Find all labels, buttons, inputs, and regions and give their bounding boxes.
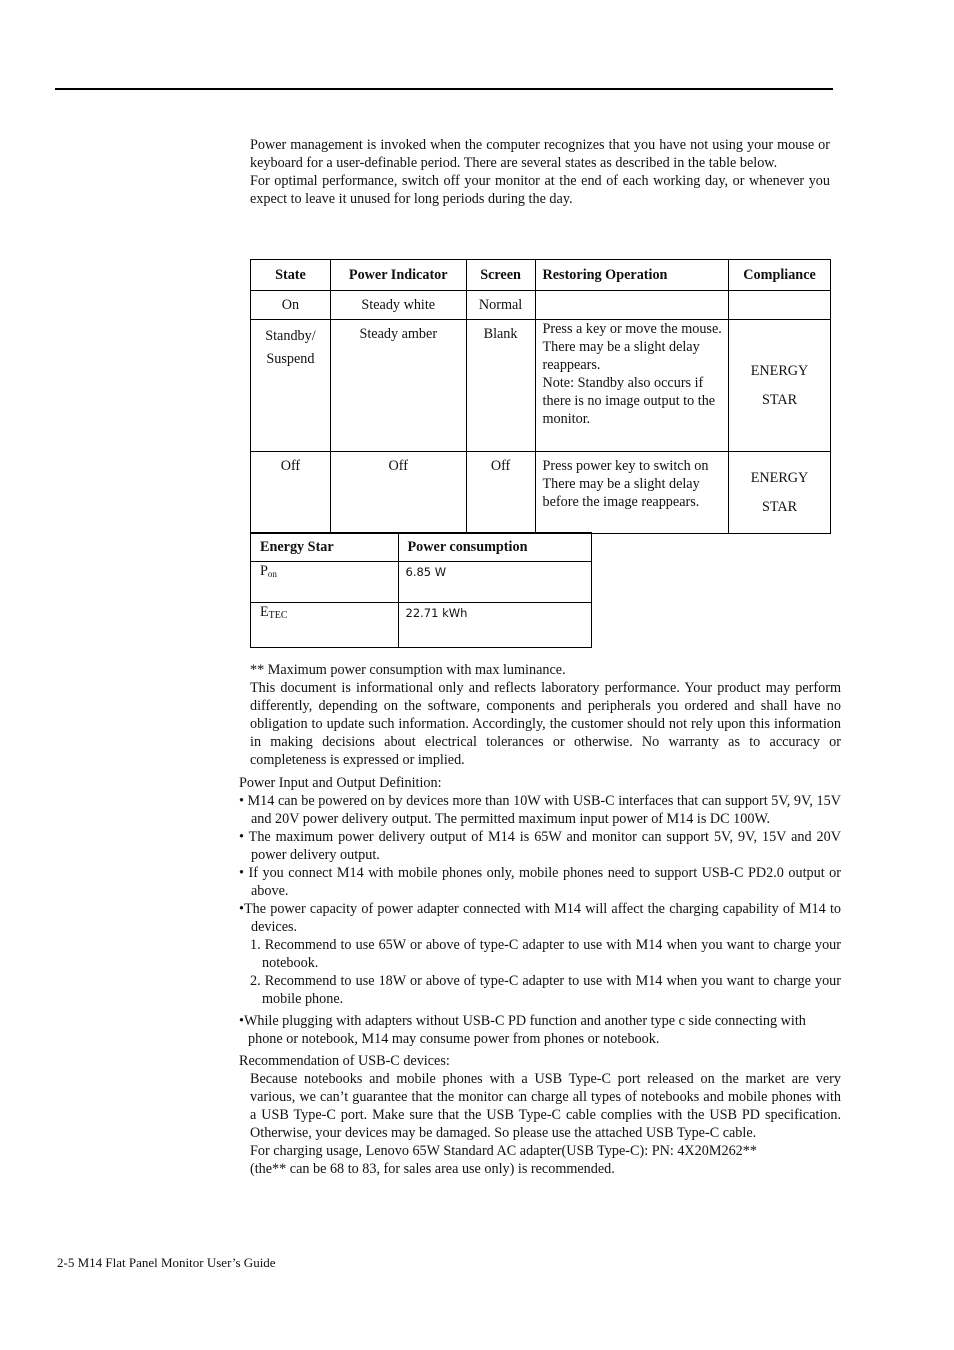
list-item: •While plugging with adapters without USB-C PD function and another type c side connecting with phone or notebook, M14 may consume power from phones or notebook.	[239, 1013, 806, 1047]
cell-pon-label: $P_{on}$	[251, 562, 399, 603]
disclaimer-section	[250, 661, 841, 769]
header-screen: Screen	[466, 260, 535, 291]
cell-operation	[535, 291, 729, 320]
recommendation-adapter-note: (the** can be 68 to 83, for sales area use only) is recommended.	[250, 1161, 615, 1177]
table-row-pon	[251, 562, 592, 603]
power-definition-title: Power Input and Output Definition:	[239, 775, 442, 791]
power-definition-section	[239, 774, 841, 1178]
intro-paragraph-1: Power management is invoked when the computer recognizes that you have not using your mouse or keyboard for a user-definable period. There are several states as described in the table below.	[250, 137, 830, 171]
table-header-row	[251, 260, 831, 291]
header-power-consumption: Power consumption	[398, 533, 591, 562]
header-rule	[55, 88, 833, 90]
cell-state: Off	[251, 452, 331, 534]
header-restoring-operation: Restoring Operation	[535, 260, 729, 291]
cell-indicator: Off	[330, 452, 466, 534]
cell-screen: Blank	[466, 320, 535, 452]
recommendation-adapter: For charging usage, Lenovo 65W Standard AC adapter(USB Type-C): PN: 4X20M262**	[250, 1143, 757, 1159]
header-power-indicator: Power Indicator	[330, 260, 466, 291]
table-row-standby	[251, 320, 831, 452]
table-header-row	[251, 533, 592, 562]
cell-compliance	[729, 291, 831, 320]
energy-star-table	[250, 532, 592, 648]
cell-indicator: Steady amber	[330, 320, 466, 452]
cell-compliance: ENERGY STAR	[729, 320, 831, 452]
cell-state: On	[251, 291, 331, 320]
list-item: • The maximum power delivery output of M14 is 65W and monitor can support 5V, 9V, 15V and 20V power delivery output.	[239, 829, 841, 863]
list-item: 2. Recommend to use 18W or above of type-C adapter to use with M14 when you want to charge your mobile phone.	[250, 973, 841, 1007]
recommendation-title: Recommendation of USB-C devices:	[239, 1053, 450, 1069]
recommendation-text: Because notebooks and mobile phones with a USB Type-C port released on the market are very various, we can’t guarantee that the monitor can charge all types of notebooks and mobile phones with a USB Type-C port. Make sure that the USB Type-C cable complies with the USB PD specification. Otherwise, your devices may be damaged. So please use the attached USB Type-C cable.	[250, 1071, 841, 1141]
intro-section	[250, 136, 830, 208]
cell-pon-value: 6.85 W	[398, 562, 591, 603]
cell-operation: Press power key to switch on There may be a slight delay before the image reappears.	[535, 452, 729, 534]
cell-operation: Press a key or move the mouse. There may be a slight delay reappears. Note: Standby also occurs if there is no image output to the monitor.	[535, 320, 729, 452]
list-item: • M14 can be powered on by devices more than 10W with USB-C interfaces that can support 5V, 9V, 15V and 20V power delivery output. The permitted maximum input power of M14 is DC 100W.	[239, 793, 841, 827]
header-energy-star: Energy Star	[251, 533, 399, 562]
header-compliance: Compliance	[729, 260, 831, 291]
cell-etec-label: $E_{TEC}$	[251, 603, 399, 648]
max-power-note: ** Maximum power consumption with max luminance.	[250, 662, 566, 678]
page-footer: 2-5 M14 Flat Panel Monitor User’s Guide	[57, 1255, 276, 1270]
power-state-table	[250, 259, 831, 534]
header-state: State	[251, 260, 331, 291]
intro-paragraph-2: For optimal performance, switch off your monitor at the end of each working day, or whenever you expect to leave it unused for long periods during the day.	[250, 173, 830, 207]
cell-state: Standby/ Suspend	[251, 320, 331, 452]
table-row-etec	[251, 603, 592, 648]
cell-indicator: Steady white	[330, 291, 466, 320]
list-item: •The power capacity of power adapter connected with M14 will affect the charging capability of M14 to devices.	[239, 901, 841, 935]
cell-etec-value: 22.71 kWh	[398, 603, 591, 648]
cell-screen: Normal	[466, 291, 535, 320]
list-item: • If you connect M14 with mobile phones only, mobile phones need to support USB-C PD2.0 output or above.	[239, 865, 841, 899]
disclaimer-text: This document is informational only and reflects laboratory performance. Your product may perform differently, depending on the software, components and peripherals you ordered and shall have no obligation to update such information. Accordingly, the customer should not rely upon this information in making decisions about electrical tolerances or otherwise. No warranty as to accuracy or completeness is expressed or implied.	[250, 680, 841, 768]
cell-screen: Off	[466, 452, 535, 534]
cell-compliance: ENERGY STAR	[729, 452, 831, 534]
table-row-off	[251, 452, 831, 534]
table-row-on	[251, 291, 831, 320]
list-item: 1. Recommend to use 65W or above of type-C adapter to use with M14 when you want to charge your notebook.	[250, 937, 841, 971]
